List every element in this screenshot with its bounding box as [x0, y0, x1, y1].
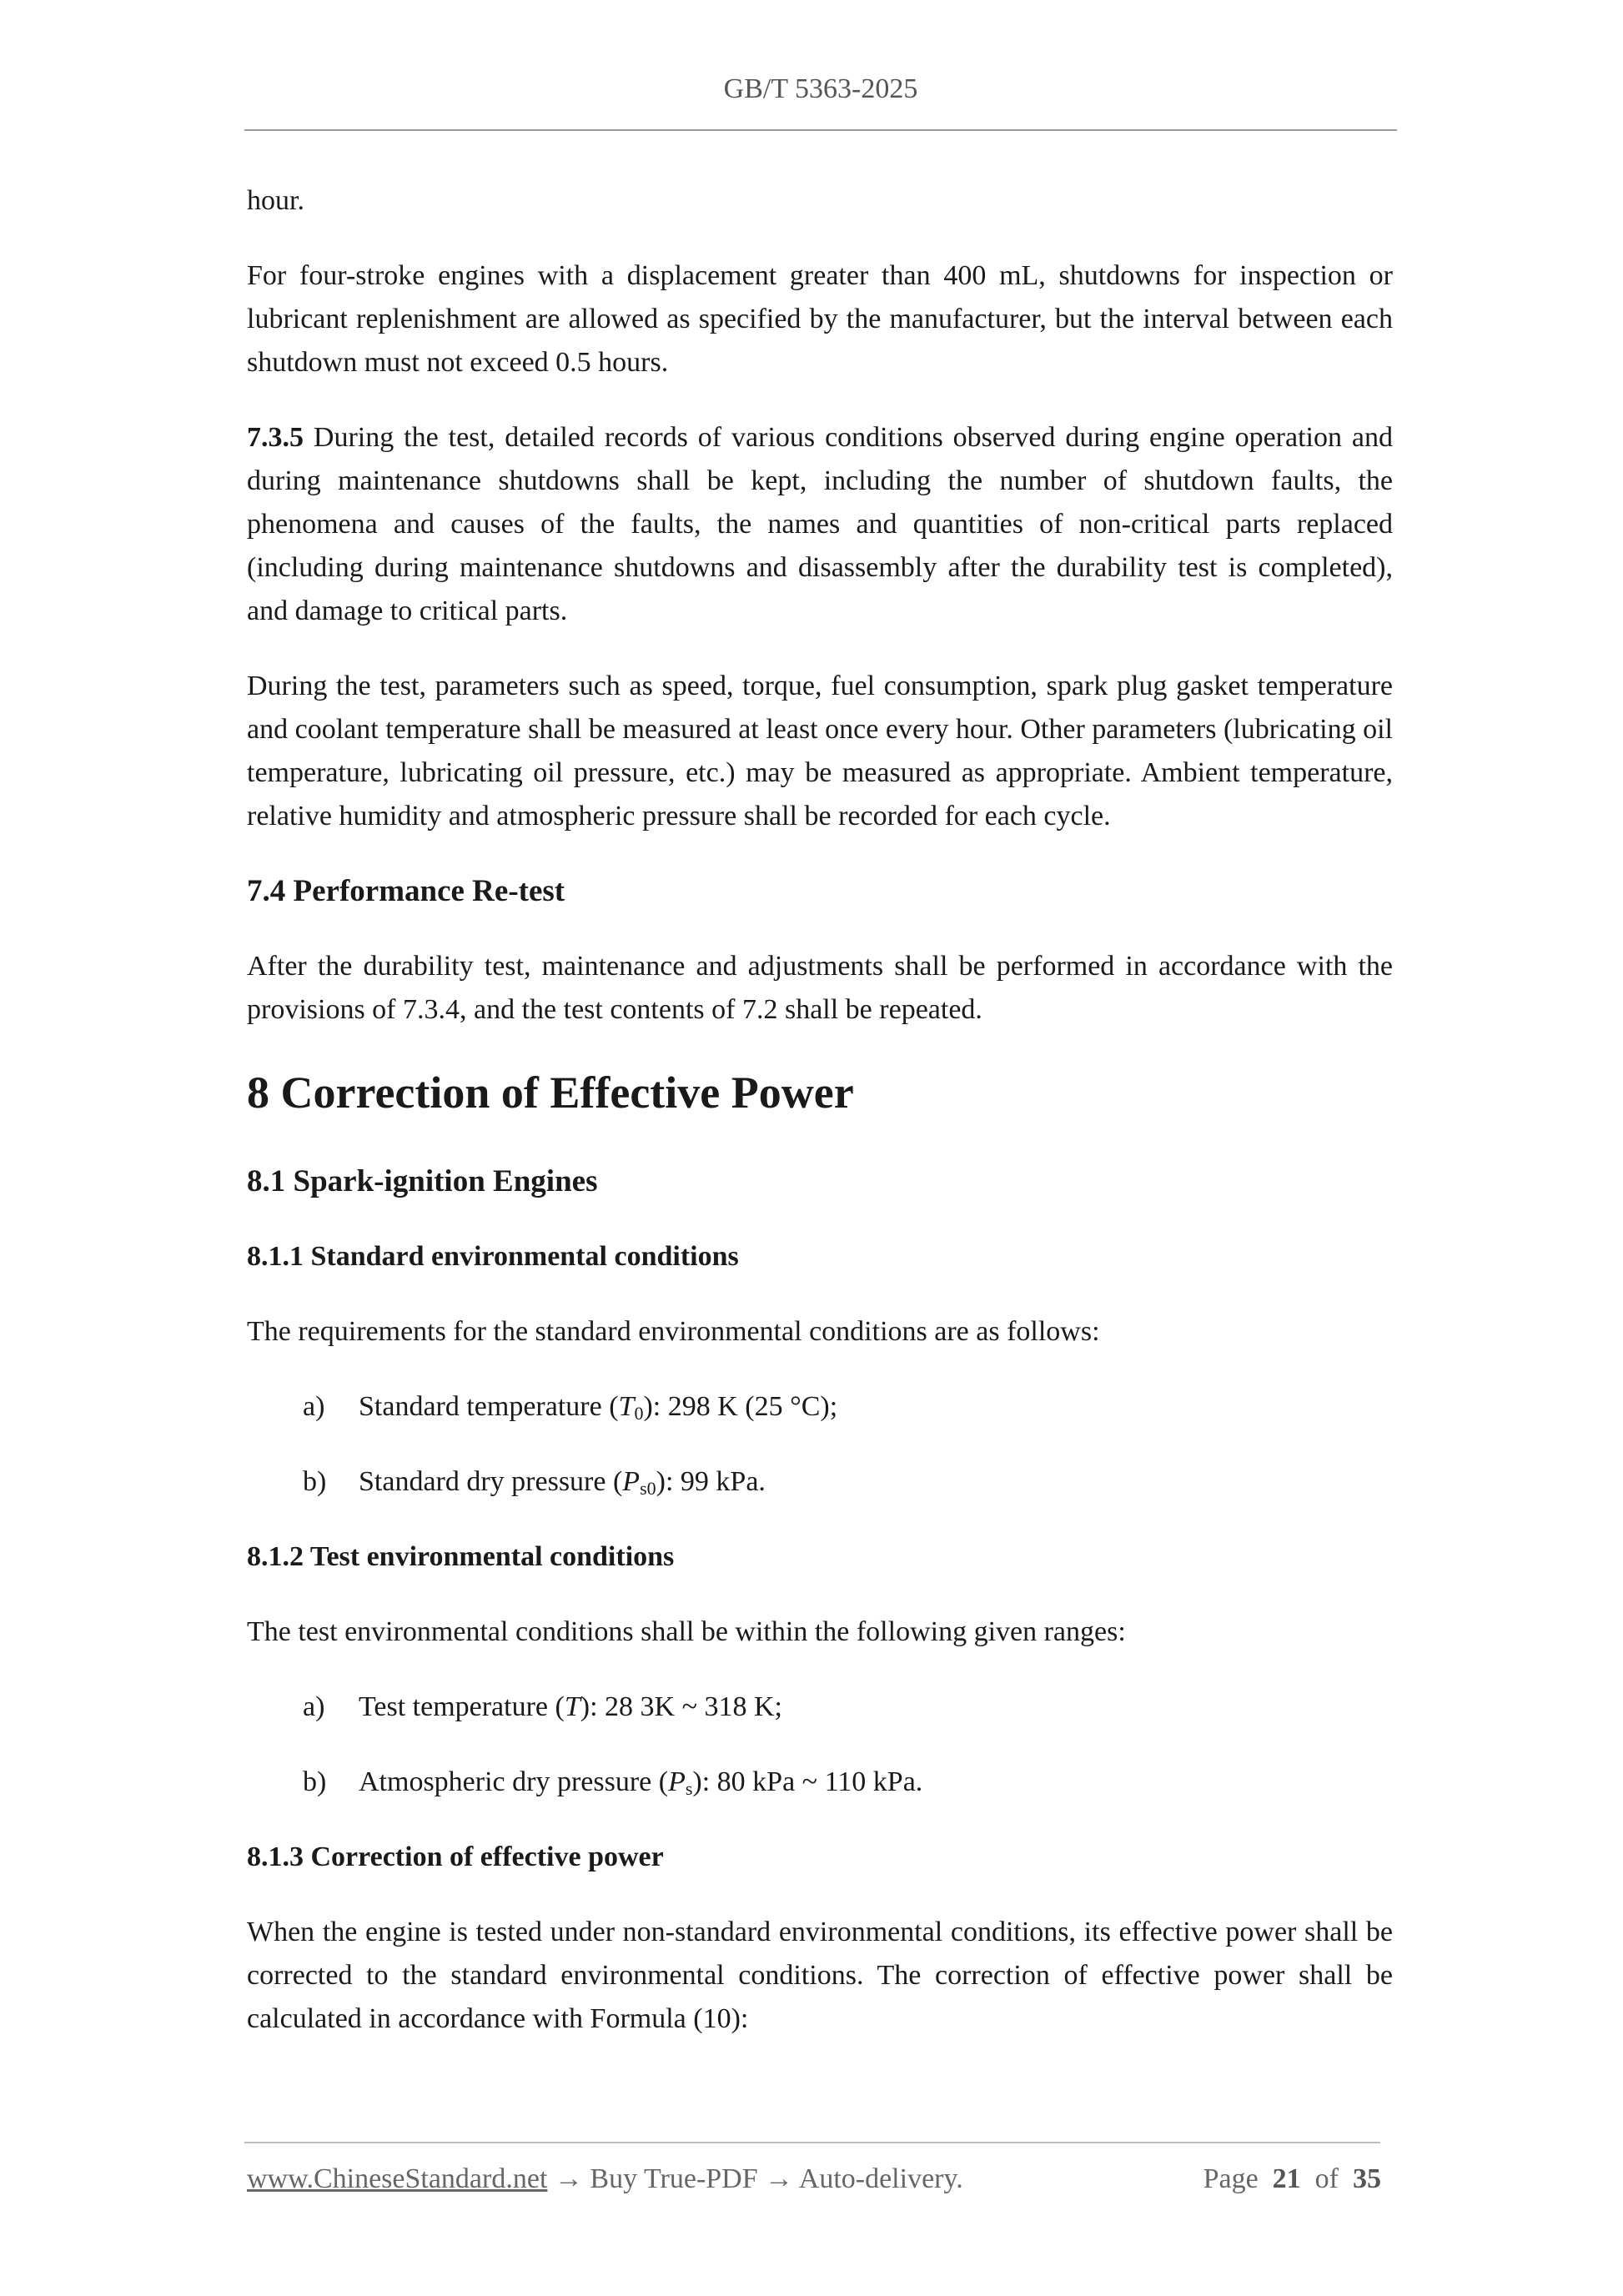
- heading-7-4: 7.4 Performance Re-test: [247, 874, 565, 908]
- list-text: Standard temperature $(T_0)$: 298 K (25 °C);: [359, 1391, 838, 1424]
- list-marker: a): [303, 1391, 325, 1422]
- heading-8-1-3: 8.1.3 Correction of effective power: [247, 1841, 664, 1872]
- page-indicator: Page 21 of 35: [1203, 2163, 1381, 2194]
- paragraph-parameters: During the test, parameters such as speed, torque, fuel consumption, spark plug gasket temperature and coolant temperature shall be measured at least once every hour. Other parameters (lubricating oil temperature, lubricating oil pressure, etc.) may be measured as appropriate. Ambient temperature, relative humidity and atmospheric pressure shall be recorded for each cycle.: [247, 671, 1393, 831]
- page-total: 35: [1353, 2163, 1381, 2194]
- header-divider: [244, 129, 1397, 131]
- list-marker: b): [303, 1766, 327, 1797]
- clause-text: During the test, detailed records of various conditions observed during engine operation and during maintenance shutdowns shall be kept, including the number of shutdown faults, the phenomena and causes of the faults, the names and quantities of non-critical parts replaced (including during maintenance shutdowns and disassembly after the durability test is completed), and damage to critical parts.: [247, 422, 1393, 626]
- list-text: Test temperature (T): 28 3K ~ 318 K;: [359, 1691, 782, 1722]
- footer-promo-text: → Buy True-PDF → Auto-delivery.: [547, 2163, 963, 2194]
- paragraph-hour: hour.: [247, 185, 304, 216]
- list-marker: a): [303, 1691, 325, 1722]
- paragraph-8-1-2: The test environmental conditions shall be within the following given ranges:: [247, 1616, 1126, 1647]
- list-item: [247, 1686, 1393, 1729]
- page-content: [247, 179, 1393, 2072]
- page-number: 21: [1272, 2163, 1301, 2194]
- paragraph-four-stroke: For four-stroke engines with a displacement greater than 400 mL, shutdowns for inspection or lubricant replenishment are allowed as specified by the manufacturer, but the interval between each shutdown must not exceed 0.5 hours.: [247, 260, 1393, 378]
- list-marker: b): [303, 1466, 327, 1497]
- list-text: Atmospheric dry pressure $(P_s)$: 80 kPa ~ 110 kPa.: [359, 1766, 923, 1799]
- paragraph-7-4: After the durability test, maintenance and adjustments shall be performed in accordance with the provisions of 7.3.4, and the test contents of 7.2 shall be repeated.: [247, 951, 1393, 1025]
- clause-number: 7.3.5: [247, 422, 304, 453]
- clause-7-3-5: [247, 416, 1393, 633]
- list-text: Standard dry pressure $(P_{s0})$: 99 kPa.: [359, 1466, 766, 1499]
- heading-8-1-1: 8.1.1 Standard environmental conditions: [247, 1241, 739, 1272]
- heading-8-1-2: 8.1.2 Test environmental conditions: [247, 1541, 675, 1572]
- document-header: GB/T 5363-2025: [723, 73, 918, 104]
- document-footer: [247, 2163, 1381, 2195]
- footer-divider: [244, 2142, 1380, 2143]
- footer-promo: [247, 2163, 963, 2195]
- list-item: [247, 1460, 1393, 1504]
- paragraph-8-1-1: The requirements for the standard environmental conditions are as follows:: [247, 1316, 1100, 1347]
- website-link[interactable]: www.ChineseStandard.net: [247, 2163, 548, 2194]
- list-item: [247, 1761, 1393, 1804]
- heading-8: 8 Correction of Effective Power: [247, 1068, 854, 1118]
- heading-8-1: 8.1 Spark-ignition Engines: [247, 1164, 598, 1198]
- paragraph-8-1-3: When the engine is tested under non-standard environmental conditions, its effective power shall be corrected to the standard environmental conditions. The correction of effective power shall be calculated in accordance with Formula (10):: [247, 1917, 1393, 2034]
- list-item: [247, 1385, 1393, 1429]
